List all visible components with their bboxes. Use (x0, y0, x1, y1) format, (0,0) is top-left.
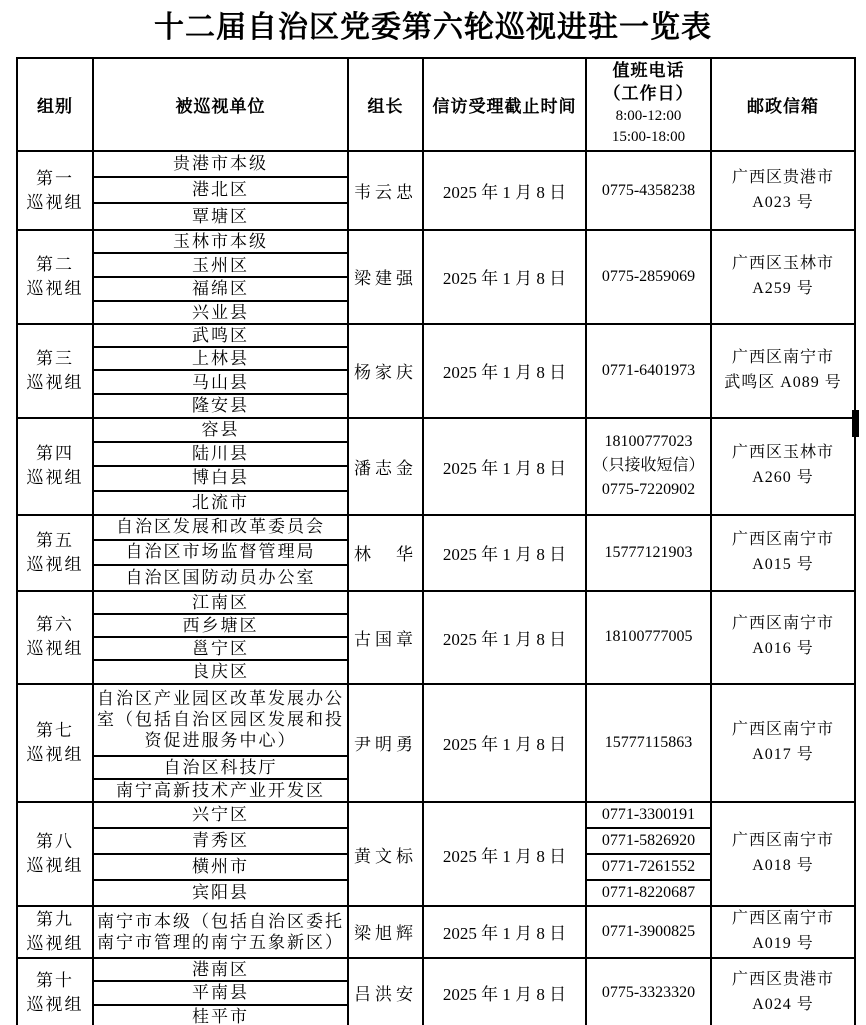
unit-cell (93, 230, 348, 253)
group-line: 第十 (36, 971, 74, 991)
deadline-value: 2025 年 1 月 8 日 (442, 458, 567, 478)
unit-name: 隆安县 (192, 396, 249, 416)
unit-cell (93, 684, 348, 756)
mailbox-line: 广西区南宁市 (731, 910, 834, 927)
unit-cell (93, 1005, 348, 1025)
phone-number: 0775-4358238 (601, 181, 696, 199)
mailbox-line: 广西区南宁市 (731, 348, 834, 366)
unit-cell (93, 394, 348, 417)
unit-cell (93, 466, 348, 491)
group-line: 巡视组 (26, 994, 84, 1014)
table-row (17, 591, 855, 614)
unit-name: 桂平市 (192, 1006, 249, 1025)
unit-cell (93, 277, 348, 300)
deadline-value: 2025 年 1 月 8 日 (442, 269, 567, 289)
unit-name: 贵港市本级 (173, 154, 268, 174)
leader-name: 古国章 (354, 629, 417, 649)
mailbox-cell (711, 418, 855, 515)
leader-name: 林 华 (354, 545, 417, 564)
group-cell (17, 906, 93, 958)
phone-number: 0775-3323320 (601, 983, 696, 1001)
unit-name: 港北区 (192, 180, 249, 200)
unit-cell (93, 802, 348, 828)
unit-cell (93, 981, 348, 1005)
leader-cell (348, 515, 423, 591)
unit-cell (93, 203, 348, 230)
mailbox-line: 广西区贵港市 (731, 971, 834, 989)
table-row (17, 324, 855, 347)
unit-cell (93, 637, 348, 660)
mailbox-line: A019 号 (752, 934, 814, 952)
unit-cell (93, 565, 348, 591)
header-row (17, 58, 855, 151)
unit-name: 玉林市本级 (173, 232, 268, 251)
table-row (17, 802, 855, 828)
group-line: 第九 (36, 910, 74, 929)
table-row (17, 906, 855, 958)
deadline-value: 2025 年 1 月 8 日 (442, 985, 567, 1005)
group-cell (17, 958, 93, 1025)
leader-cell (348, 906, 423, 958)
unit-name: 自治区发展和改革委员会 (116, 517, 325, 537)
group-cell (17, 151, 93, 230)
group-line: 第七 (36, 720, 74, 740)
phone-number: 18100777023 (604, 433, 693, 450)
group-line: 巡视组 (26, 372, 84, 392)
deadline-value: 2025 年 1 月 8 日 (442, 183, 567, 202)
deadline-value: 2025 年 1 月 8 日 (442, 735, 567, 755)
unit-cell (93, 418, 348, 442)
unit-cell (93, 442, 348, 466)
unit-cell (93, 301, 348, 324)
group-line: 巡视组 (26, 192, 84, 212)
phone-cell (586, 515, 711, 591)
unit-cell (93, 347, 348, 370)
deadline-value: 2025 年 1 月 8 日 (442, 924, 567, 944)
unit-name: 自治区科技厅 (163, 757, 278, 777)
mailbox-cell (711, 230, 855, 324)
leader-cell (348, 230, 423, 324)
phone-number: 0771-7261552 (601, 858, 696, 875)
phone-number: 15777115863 (604, 733, 693, 751)
page-title: 十二届自治区党委第六轮巡视进驻一览表 (154, 11, 712, 44)
phone-number: 18100777005 (604, 628, 693, 645)
header-units: 被巡视单位 (93, 58, 348, 151)
mailbox-line: A024 号 (752, 995, 814, 1013)
unit-cell (93, 779, 348, 802)
unit-name: 良庆区 (192, 662, 249, 682)
group-line: 巡视组 (26, 744, 84, 764)
group-line: 巡视组 (26, 468, 84, 487)
unit-cell (93, 177, 348, 203)
phone-number: （只接收短信） (592, 457, 705, 474)
leader-cell (348, 418, 423, 515)
header-deadline: 信访受理截止时间 (423, 58, 586, 151)
mailbox-line: A260 号 (752, 469, 814, 486)
header-leader: 组长 (348, 58, 423, 151)
deadline-cell (423, 958, 586, 1025)
unit-cell (93, 854, 348, 880)
unit-name: 自治区产业园区改革发展办公室（包括自治区园区发展和投资促进服务中心） (97, 688, 344, 751)
unit-name: 西乡塘区 (182, 615, 259, 635)
header-phone-hours: 15:00-18:00 (611, 129, 686, 146)
inspection-table (16, 57, 856, 1025)
unit-cell (93, 958, 348, 981)
leader-cell (348, 958, 423, 1025)
unit-cell (93, 491, 348, 515)
unit-cell (93, 515, 348, 540)
group-cell (17, 324, 93, 418)
phone-cell (586, 684, 711, 803)
mailbox-line: 武鸣区 A089 号 (724, 373, 842, 391)
mailbox-cell (711, 684, 855, 803)
leader-cell (348, 802, 423, 906)
header-phone-line: （工作日） (603, 83, 694, 103)
phone-cell (586, 324, 711, 418)
mailbox-line: 广西区南宁市 (731, 530, 834, 548)
group-cell (17, 684, 93, 803)
deadline-value: 2025 年 1 月 8 日 (442, 629, 567, 649)
unit-cell (93, 540, 348, 565)
unit-name: 青秀区 (192, 831, 249, 851)
table-row (17, 684, 855, 756)
header-phone (586, 58, 711, 151)
unit-cell (93, 828, 348, 854)
leader-name: 吕洪安 (354, 985, 417, 1005)
deadline-value: 2025 年 1 月 8 日 (442, 363, 567, 383)
deadline-cell (423, 324, 586, 418)
mailbox-line: 广西区南宁市 (731, 832, 834, 850)
mailbox-line: A015 号 (752, 555, 814, 573)
leader-name: 韦云忠 (354, 183, 417, 202)
phone-cell (586, 230, 711, 324)
unit-cell (93, 370, 348, 394)
group-line: 第八 (36, 832, 74, 852)
unit-cell (93, 324, 348, 347)
unit-name: 自治区市场监督管理局 (125, 542, 316, 562)
group-line: 巡视组 (26, 554, 84, 574)
unit-name: 陆川县 (192, 443, 249, 463)
unit-name: 武鸣区 (192, 325, 249, 345)
mailbox-line: A023 号 (752, 193, 814, 211)
phone-cell (586, 958, 711, 1025)
unit-name: 上林县 (192, 349, 249, 368)
mailbox-line: A259 号 (752, 279, 814, 297)
phone-cell (586, 591, 711, 684)
mailbox-cell (711, 591, 855, 684)
unit-cell (93, 591, 348, 614)
mailbox-line: 广西区南宁市 (731, 615, 834, 633)
unit-name: 平南县 (192, 983, 249, 1003)
unit-name: 兴宁区 (192, 805, 249, 825)
header-phone-hours: 8:00-12:00 (615, 107, 682, 124)
mailbox-line: 广西区玉林市 (731, 444, 834, 462)
unit-name: 宾阳县 (192, 883, 249, 903)
mailbox-cell (711, 324, 855, 418)
leader-cell (348, 591, 423, 684)
unit-name: 江南区 (192, 592, 249, 612)
phone-number: 0775-7220902 (601, 481, 696, 498)
table-row (17, 418, 855, 442)
mailbox-cell (711, 802, 855, 906)
mailbox-cell (711, 958, 855, 1025)
leader-name: 梁建强 (354, 269, 417, 289)
deadline-cell (423, 906, 586, 958)
unit-cell (93, 756, 348, 779)
mailbox-line: A017 号 (752, 745, 814, 763)
unit-name: 马山县 (192, 372, 249, 392)
table-row (17, 958, 855, 981)
leader-cell (348, 324, 423, 418)
group-line: 巡视组 (26, 856, 84, 875)
phone-number: 0771-3900825 (601, 922, 696, 940)
phone-number: 0771-8220687 (601, 884, 696, 901)
deadline-value: 2025 年 1 月 8 日 (442, 846, 567, 866)
unit-name: 自治区国防动员办公室 (125, 567, 316, 587)
table-row (17, 515, 855, 540)
phone-number: 0775-2859069 (601, 267, 696, 285)
unit-cell (93, 906, 348, 958)
mailbox-cell (711, 906, 855, 958)
group-cell (17, 802, 93, 906)
table-row (17, 230, 855, 253)
header-phone-line: 值班电话 (612, 60, 685, 80)
unit-cell (93, 151, 348, 177)
deadline-cell (423, 230, 586, 324)
phone-cell (586, 906, 711, 958)
group-line: 巡视组 (26, 933, 84, 953)
group-line: 第一 (36, 168, 74, 188)
mailbox-line: 广西区南宁市 (731, 720, 834, 738)
leader-cell (348, 684, 423, 803)
group-cell (17, 418, 93, 515)
group-cell (17, 230, 93, 324)
deadline-cell (423, 418, 586, 515)
leader-name: 杨家庆 (354, 363, 417, 383)
unit-name: 北流市 (192, 492, 249, 512)
leader-cell (348, 151, 423, 230)
unit-name: 南宁市本级（包括自治区委托南宁市管理的南宁五象新区） (97, 911, 344, 952)
unit-cell (93, 253, 348, 277)
unit-cell (93, 880, 348, 906)
group-line: 第六 (36, 615, 74, 635)
table-row (17, 151, 855, 177)
leader-name: 黄文标 (354, 846, 417, 866)
phone-cell (586, 151, 711, 230)
phone-cell (586, 880, 711, 906)
table-body (17, 151, 855, 1025)
right-edge-mark (852, 410, 859, 437)
deadline-cell (423, 802, 586, 906)
header-group: 组别 (17, 58, 93, 151)
unit-name: 容县 (201, 419, 240, 439)
deadline-cell (423, 151, 586, 230)
phone-cell (586, 854, 711, 880)
header-mailbox: 邮政信箱 (711, 58, 855, 151)
unit-name: 博白县 (192, 468, 249, 488)
phone-number: 0771-5826920 (601, 832, 696, 849)
phone-number: 0771-3300191 (601, 806, 696, 823)
deadline-cell (423, 684, 586, 803)
unit-name: 兴业县 (192, 302, 249, 322)
phone-cell (586, 418, 711, 515)
mailbox-line: A018 号 (752, 857, 814, 874)
mailbox-line: A016 号 (752, 640, 814, 657)
group-line: 第五 (36, 530, 74, 550)
unit-cell (93, 660, 348, 683)
deadline-cell (423, 591, 586, 684)
mailbox-line: 广西区玉林市 (731, 255, 834, 273)
group-line: 第四 (36, 444, 74, 464)
phone-cell (586, 802, 711, 828)
unit-name: 南宁高新技术产业开发区 (116, 780, 325, 800)
group-line: 第三 (36, 348, 74, 368)
mailbox-line: 广西区贵港市 (731, 168, 834, 186)
group-line: 巡视组 (26, 278, 84, 298)
mailbox-cell (711, 515, 855, 591)
unit-name: 玉州区 (192, 255, 249, 275)
leader-name: 梁旭辉 (354, 924, 417, 944)
leader-name: 潘志金 (354, 458, 417, 478)
group-cell (17, 515, 93, 591)
unit-name: 覃塘区 (192, 206, 249, 226)
mailbox-cell (711, 151, 855, 230)
group-line: 巡视组 (26, 639, 84, 658)
phone-cell (586, 828, 711, 854)
unit-name: 邕宁区 (192, 639, 249, 658)
phone-number: 0771-6401973 (601, 361, 696, 379)
leader-name: 尹明勇 (354, 735, 417, 755)
unit-name: 港南区 (192, 959, 249, 979)
deadline-value: 2025 年 1 月 8 日 (442, 545, 567, 564)
phone-number: 15777121903 (604, 543, 693, 561)
group-cell (17, 591, 93, 684)
unit-cell (93, 614, 348, 637)
unit-name: 福绵区 (192, 279, 249, 299)
unit-name: 横州市 (192, 857, 249, 877)
group-line: 第二 (36, 255, 74, 275)
deadline-cell (423, 515, 586, 591)
